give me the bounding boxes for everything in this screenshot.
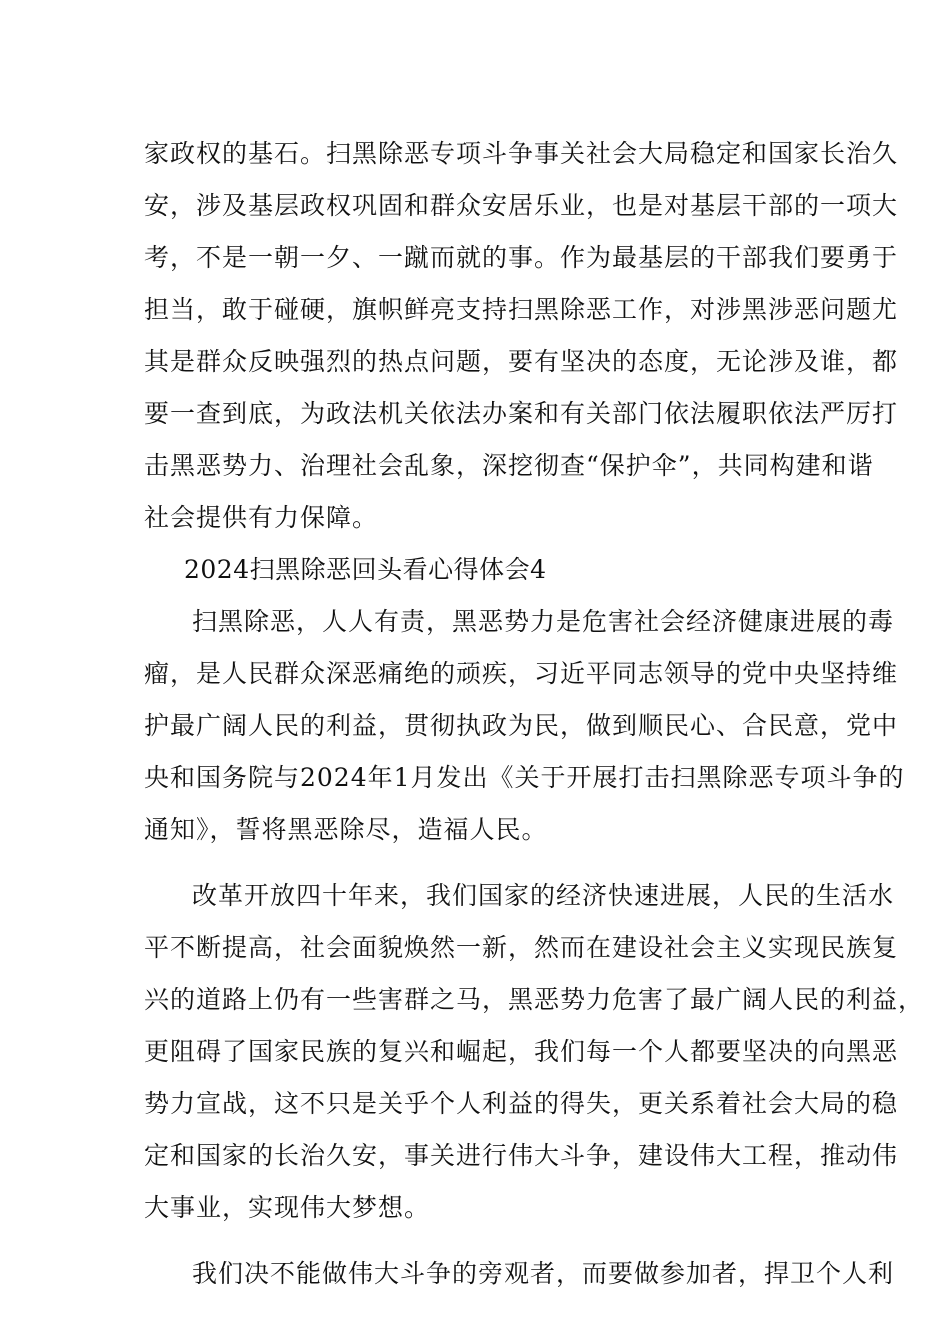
text-line: 安，涉及基层政权巩固和群众安居乐业，也是对基层干部的一项大 (144, 191, 899, 220)
text-line: 护最广阔人民的利益，贯彻执政为民，做到顺民心、合民意，党中 (144, 711, 899, 740)
text-line: 央和国务院与2024年1月发出《关于开展打击扫黑除恶专项斗争的 (144, 763, 905, 792)
document-body (144, 128, 925, 1300)
text-line: 定和国家的长治久安，事关进行伟大斗争，建设伟大工程，推动伟 (144, 1141, 899, 1170)
text-line: 瘤，是人民群众深恶痛绝的顽疾，习近平同志领导的党中央坚持维 (144, 659, 899, 688)
paragraph-spacer (144, 1234, 824, 1248)
text-line: 兴的道路上仍有一些害群之马，黑恶势力危害了最广阔人民的利益， (144, 985, 925, 1014)
text-line: 势力宣战，这不只是关乎个人利益的得失，更关系着社会大局的稳 (144, 1089, 899, 1118)
text-line: 担当，敢于碰硬，旗帜鲜亮支持扫黑除恶工作，对涉黑涉恶问题尤 (144, 295, 899, 324)
text-line: 通知》，誓将黑恶除尽，造福人民。 (144, 815, 548, 844)
text-line: 击黑恶势力、治理社会乱象，深挖彻查“保护伞”，共同构建和谐 (144, 451, 874, 480)
text-line: 社会提供有力保障。 (144, 503, 379, 532)
text-line: 家政权的基石。扫黑除恶专项斗争事关社会大局稳定和国家长治久 (144, 139, 899, 168)
paragraph-1 (144, 128, 899, 544)
paragraph-4 (144, 1248, 895, 1300)
text-line: 改革开放四十年来，我们国家的经济快速进展，人民的生活水 (192, 881, 895, 910)
text-line: 要一查到底，为政法机关依法办案和有关部门依法履职依法严厉打 (144, 399, 899, 428)
text-line: 其是群众反映强烈的热点问题，要有坚决的态度，无论涉及谁，都 (144, 347, 899, 376)
paragraph-3 (144, 870, 925, 1234)
paragraph-spacer (144, 856, 824, 870)
text-line: 大事业，实现伟大梦想。 (144, 1193, 431, 1222)
section-heading: 2024扫黑除恶回头看心得体会4 (184, 555, 547, 584)
text-line: 我们决不能做伟大斗争的旁观者，而要做参加者，捍卫个人利 (192, 1259, 895, 1288)
paragraph-2 (144, 596, 905, 856)
text-line: 考，不是一朝一夕、一蹴而就的事。作为最基层的干部我们要勇于 (144, 243, 899, 272)
text-line: 更阻碍了国家民族的复兴和崛起，我们每一个人都要坚决的向黑恶 (144, 1037, 899, 1066)
text-line: 扫黑除恶，人人有责，黑恶势力是危害社会经济健康进展的毒 (192, 607, 895, 636)
text-line: 平不断提高，社会面貌焕然一新，然而在建设社会主义实现民族复 (144, 933, 899, 962)
